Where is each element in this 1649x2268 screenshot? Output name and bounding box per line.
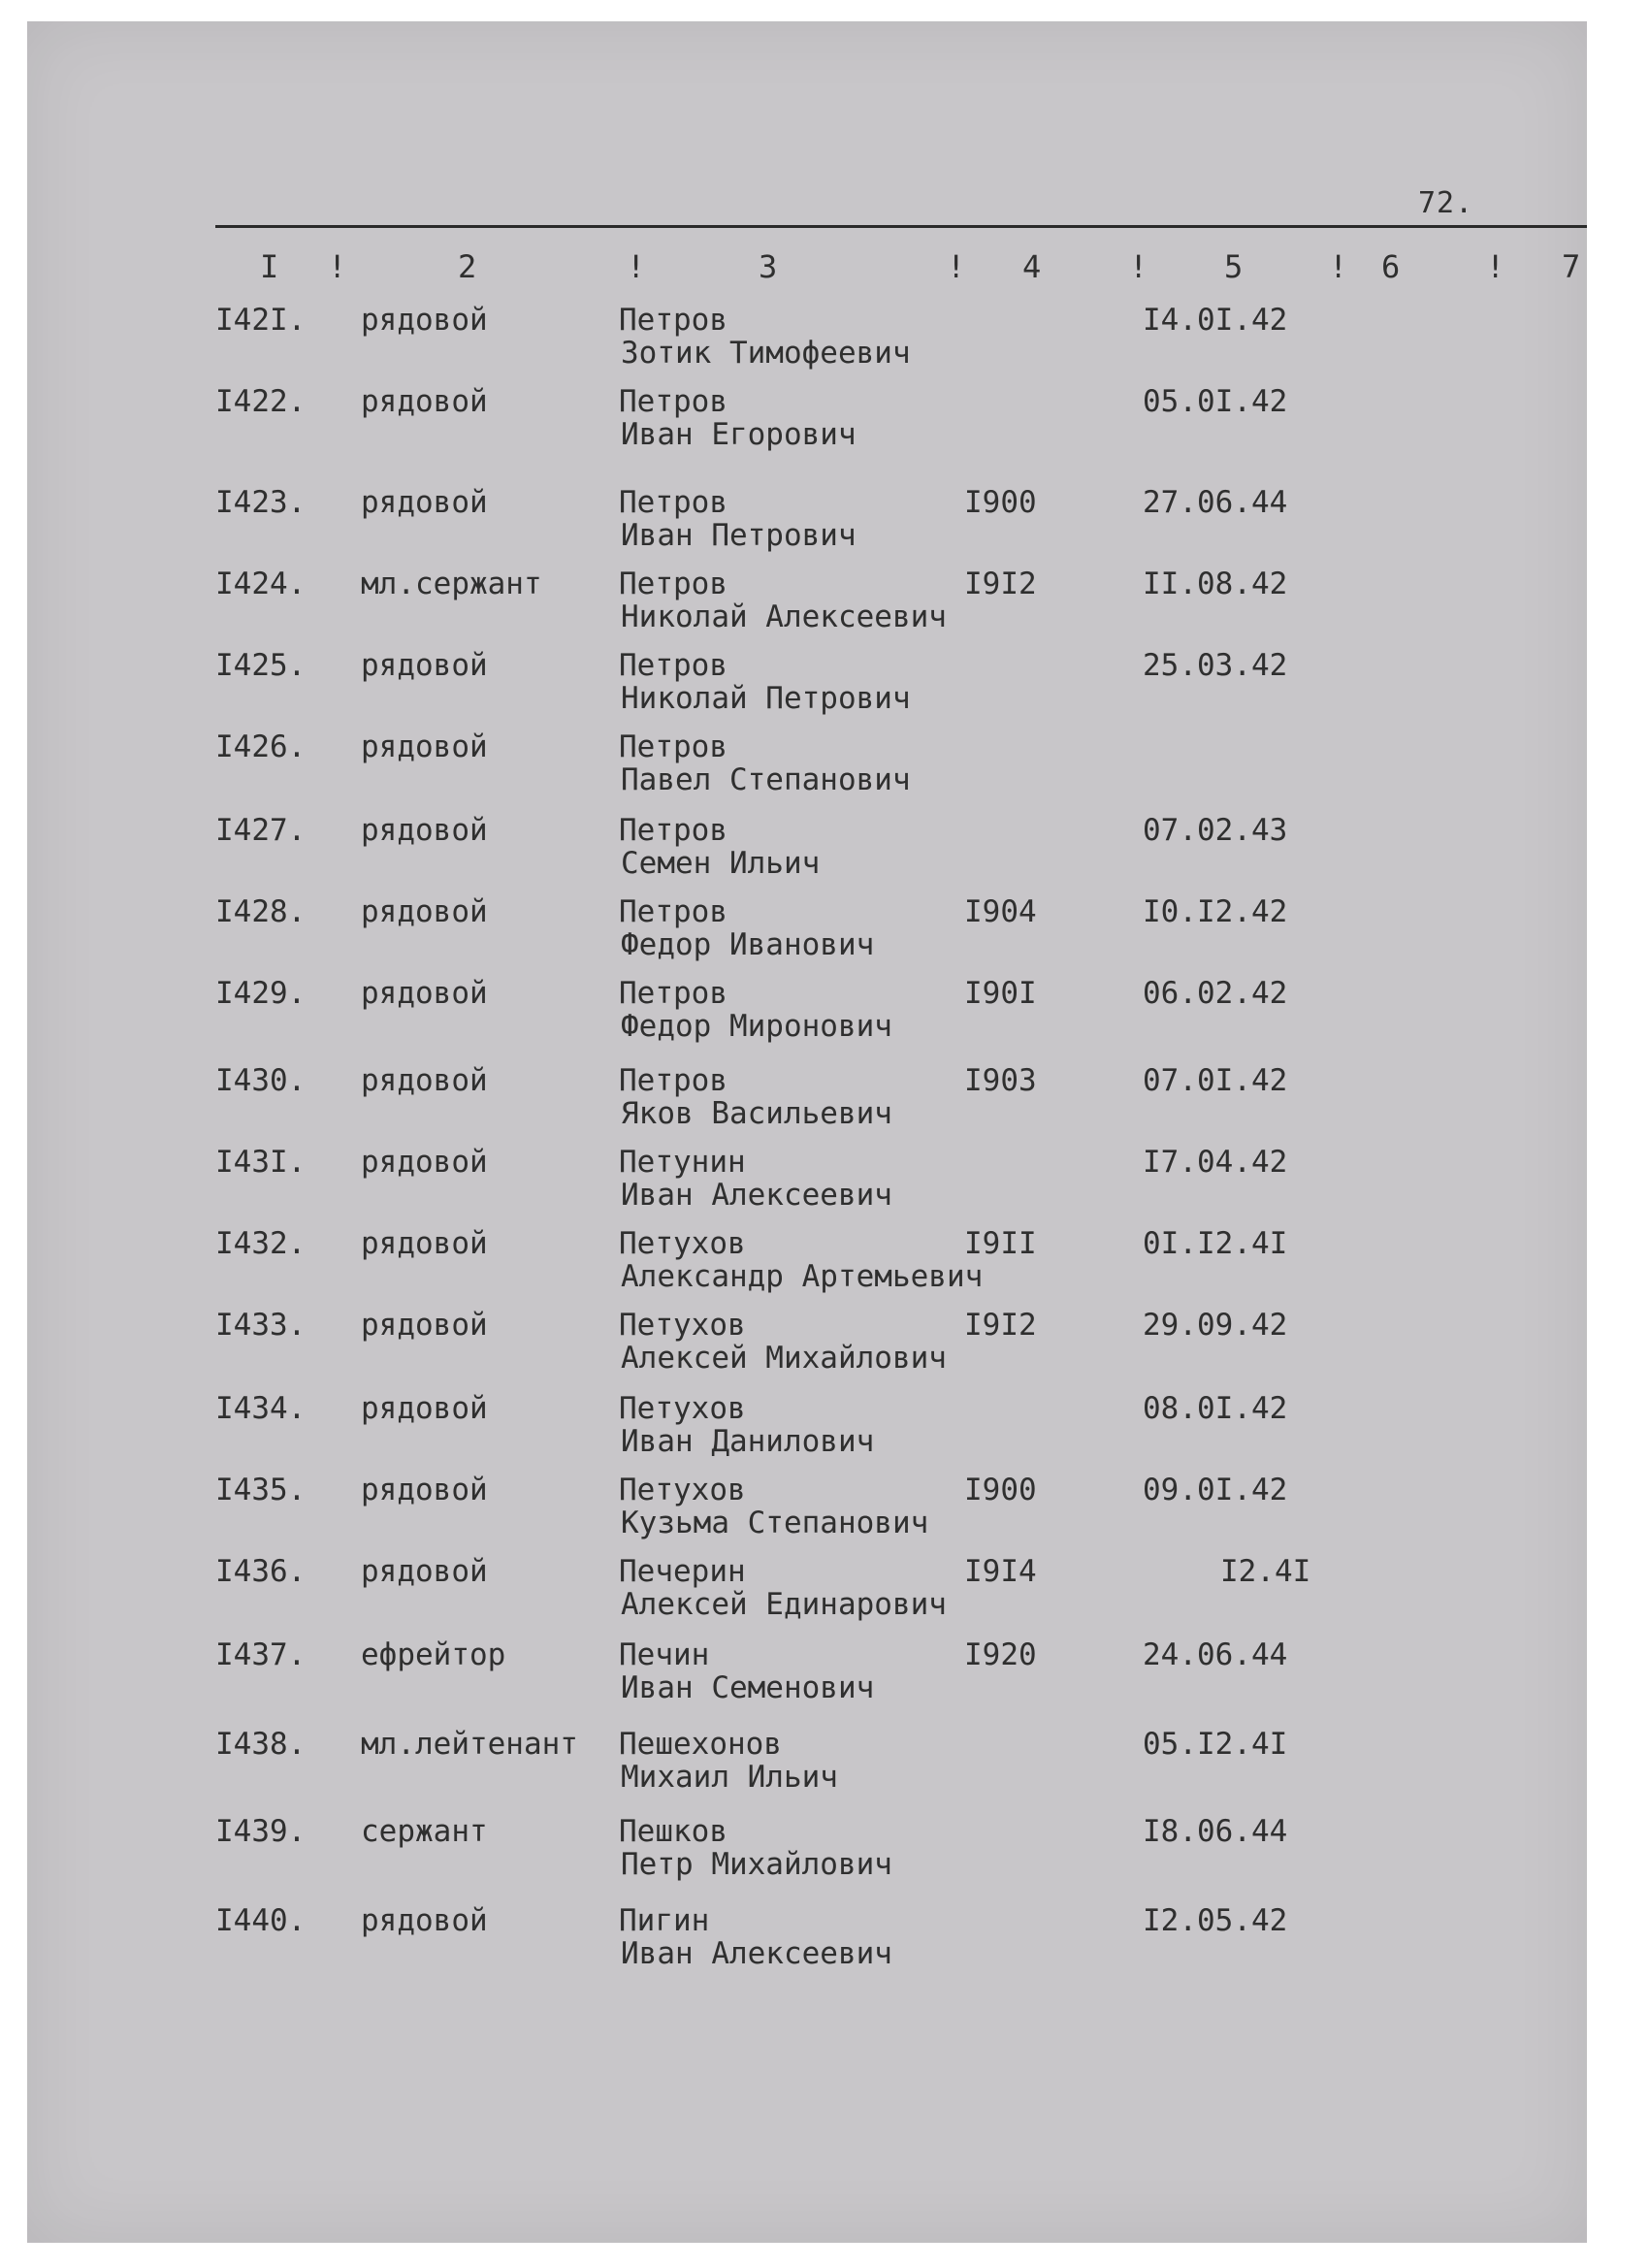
header-rule [215, 225, 1587, 228]
record-row [0, 729, 1649, 811]
page-number: 72. [1418, 186, 1474, 220]
record-given-name: Алексей Михайлович [621, 1341, 947, 1376]
record-surname: Печин [619, 1637, 710, 1672]
record-row [0, 303, 1649, 384]
header-sep-6: ! [1486, 248, 1505, 285]
record-number: I424. [215, 567, 307, 601]
record-rank: сержант [361, 1814, 488, 1849]
record-surname: Петров [619, 1063, 728, 1098]
record-row [0, 976, 1649, 1057]
column-header [0, 248, 1649, 287]
record-rank: рядовой [361, 1391, 488, 1426]
header-col-6: 6 [1381, 248, 1401, 285]
record-surname: Петухов [619, 1391, 746, 1426]
record-surname: Петухов [619, 1308, 746, 1343]
header-col-5: 5 [1224, 248, 1244, 285]
record-given-name: Иван Данилович [621, 1424, 875, 1459]
record-number: I427. [215, 813, 307, 848]
record-date: I8.06.44 [1143, 1814, 1288, 1849]
record-number: I422. [215, 384, 307, 419]
record-row [0, 1473, 1649, 1554]
record-date: 0I.I2.4I [1143, 1226, 1288, 1261]
record-given-name: Павел Степанович [621, 762, 911, 797]
header-sep-3: ! [947, 248, 966, 285]
record-rank: рядовой [361, 813, 488, 848]
record-date: I2.05.42 [1143, 1903, 1288, 1938]
header-col-7: 7 [1562, 248, 1581, 285]
record-rank: рядовой [361, 485, 488, 520]
record-row [0, 1903, 1649, 1985]
record-row [0, 485, 1649, 567]
record-birth-year: I9I2 [964, 1308, 1037, 1343]
record-row [0, 1226, 1649, 1308]
record-row [0, 813, 1649, 894]
record-birth-year: I920 [964, 1637, 1037, 1672]
record-number: I439. [215, 1814, 307, 1849]
record-surname: Петунин [619, 1145, 746, 1180]
record-date: 08.0I.42 [1143, 1391, 1288, 1426]
record-rank: мл.лейтенант [361, 1727, 578, 1762]
record-surname: Петров [619, 567, 728, 601]
record-rank: рядовой [361, 1554, 488, 1589]
record-surname: Пешехонов [619, 1727, 782, 1762]
record-birth-year: I9I2 [964, 567, 1037, 601]
record-rank: рядовой [361, 976, 488, 1011]
record-surname: Петров [619, 303, 728, 338]
record-number: I434. [215, 1391, 307, 1426]
record-number: I425. [215, 648, 307, 683]
record-given-name: Иван Егорович [621, 417, 857, 452]
record-rank: рядовой [361, 384, 488, 419]
record-rank: рядовой [361, 303, 488, 338]
record-birth-year: I904 [964, 894, 1037, 929]
header-sep-5: ! [1329, 248, 1348, 285]
record-surname: Петров [619, 729, 728, 764]
record-row [0, 1814, 1649, 1895]
record-date: II.08.42 [1143, 567, 1288, 601]
record-date: I2.4I [1220, 1554, 1311, 1589]
record-given-name: Михаил Ильич [621, 1760, 838, 1795]
record-surname: Петров [619, 384, 728, 419]
record-rank: рядовой [361, 1145, 488, 1180]
record-row [0, 894, 1649, 976]
record-surname: Петров [619, 813, 728, 848]
header-col-4: 4 [1022, 248, 1042, 285]
record-row [0, 384, 1649, 466]
header-sep-1: ! [328, 248, 347, 285]
record-date: 07.0I.42 [1143, 1063, 1288, 1098]
record-birth-year: I9II [964, 1226, 1037, 1261]
record-number: I437. [215, 1637, 307, 1672]
header-sep-2: ! [627, 248, 646, 285]
record-given-name: Иван Петрович [621, 518, 857, 553]
record-row [0, 1308, 1649, 1389]
record-given-name: Иван Алексеевич [621, 1178, 892, 1213]
record-surname: Петров [619, 976, 728, 1011]
record-date: 27.06.44 [1143, 485, 1288, 520]
record-number: I43I. [215, 1145, 307, 1180]
record-rank: рядовой [361, 1903, 488, 1938]
record-number: I433. [215, 1308, 307, 1343]
record-date: 06.02.42 [1143, 976, 1288, 1011]
header-sep-4: ! [1129, 248, 1148, 285]
header-col-1: I [260, 248, 279, 285]
record-row [0, 1727, 1649, 1808]
record-date: 29.09.42 [1143, 1308, 1288, 1343]
record-date: 24.06.44 [1143, 1637, 1288, 1672]
record-date: 07.02.43 [1143, 813, 1288, 848]
record-surname: Петров [619, 648, 728, 683]
record-number: I432. [215, 1226, 307, 1261]
record-given-name: Кузьма Степанович [621, 1506, 929, 1540]
record-birth-year: I900 [964, 485, 1037, 520]
record-rank: рядовой [361, 729, 488, 764]
record-row [0, 1145, 1649, 1226]
record-given-name: Федор Иванович [621, 927, 875, 962]
header-col-3: 3 [759, 248, 778, 285]
record-row [0, 1554, 1649, 1636]
record-rank: рядовой [361, 1063, 488, 1098]
record-given-name: Николай Алексеевич [621, 599, 947, 634]
record-number: I429. [215, 976, 307, 1011]
record-number: I423. [215, 485, 307, 520]
record-row [0, 648, 1649, 729]
record-rank: рядовой [361, 1226, 488, 1261]
record-row [0, 567, 1649, 648]
record-birth-year: I903 [964, 1063, 1037, 1098]
record-number: I440. [215, 1903, 307, 1938]
record-number: I430. [215, 1063, 307, 1098]
record-number: I436. [215, 1554, 307, 1589]
record-number: I435. [215, 1473, 307, 1507]
record-row [0, 1391, 1649, 1473]
record-surname: Пигин [619, 1903, 710, 1938]
record-rank: ефрейтор [361, 1637, 506, 1672]
record-given-name: Яков Васильевич [621, 1096, 892, 1131]
record-given-name: Зотик Тимофеевич [621, 336, 911, 371]
record-given-name: Николай Петрович [621, 681, 911, 716]
record-date: I4.0I.42 [1143, 303, 1288, 338]
record-given-name: Иван Семенович [621, 1670, 875, 1705]
record-row [0, 1063, 1649, 1145]
record-given-name: Семен Ильич [621, 846, 821, 881]
record-date: I0.I2.42 [1143, 894, 1288, 929]
record-date: 09.0I.42 [1143, 1473, 1288, 1507]
record-number: I438. [215, 1727, 307, 1762]
record-date: I7.04.42 [1143, 1145, 1288, 1180]
record-number: I428. [215, 894, 307, 929]
record-surname: Печерин [619, 1554, 746, 1589]
record-rank: рядовой [361, 894, 488, 929]
record-surname: Петров [619, 894, 728, 929]
record-number: I42I. [215, 303, 307, 338]
record-given-name: Федор Миронович [621, 1009, 892, 1044]
record-given-name: Александр Артемьевич [621, 1259, 984, 1294]
record-surname: Петров [619, 485, 728, 520]
record-number: I426. [215, 729, 307, 764]
record-given-name: Алексей Единарович [621, 1587, 947, 1622]
record-surname: Петухов [619, 1226, 746, 1261]
record-date: 05.I2.4I [1143, 1727, 1288, 1762]
record-date: 05.0I.42 [1143, 384, 1288, 419]
header-col-2: 2 [458, 248, 477, 285]
record-birth-year: I9I4 [964, 1554, 1037, 1589]
record-rank: мл.сержант [361, 567, 542, 601]
record-given-name: Иван Алексеевич [621, 1936, 892, 1971]
record-rank: рядовой [361, 1308, 488, 1343]
record-row [0, 1637, 1649, 1719]
record-birth-year: I90I [964, 976, 1037, 1011]
record-rank: рядовой [361, 1473, 488, 1507]
record-given-name: Петр Михайлович [621, 1847, 892, 1882]
record-rank: рядовой [361, 648, 488, 683]
record-surname: Пешков [619, 1814, 728, 1849]
record-date: 25.03.42 [1143, 648, 1288, 683]
record-birth-year: I900 [964, 1473, 1037, 1507]
record-surname: Петухов [619, 1473, 746, 1507]
